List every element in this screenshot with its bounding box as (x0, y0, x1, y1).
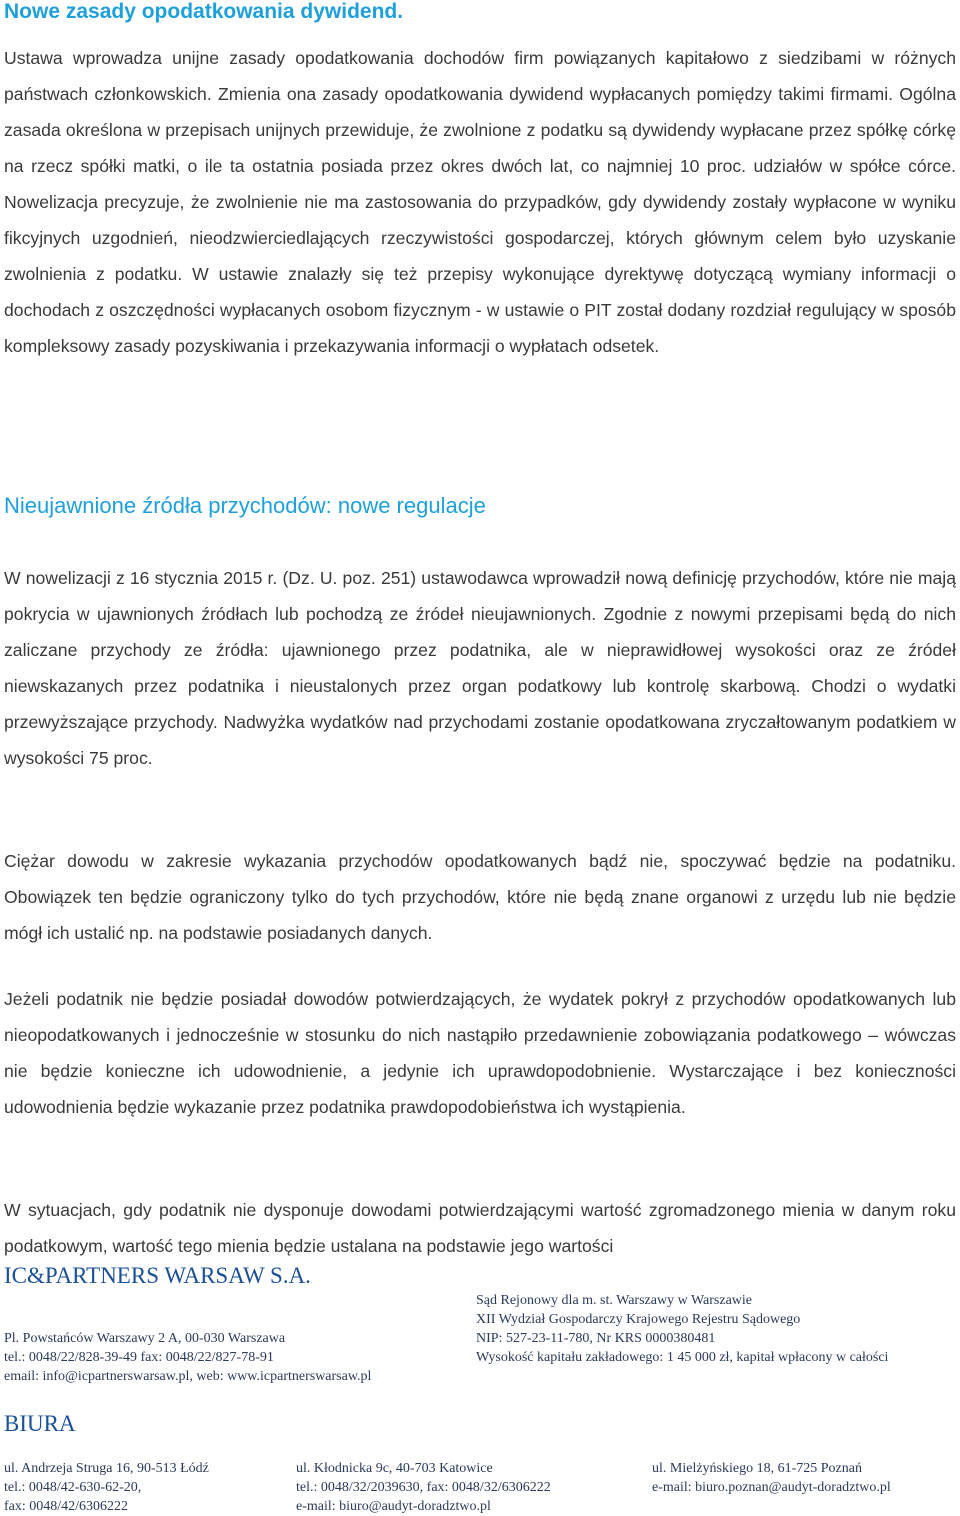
paragraph-burden-of-proof: Ciężar dowodu w zakresie wykazania przychodów opodatkowanych bądź nie, spoczywać będzie na podatniku. Obowiązek ten będzie ograniczony tylko do tych przychodów, które nie będą znane organowi z urzędu lub nie będzie mógł ich ustalić np. na podstawie posiadanych danych. (4, 851, 956, 943)
footer-company-name: IC&PARTNERS WARSAW S.A. (4, 1263, 311, 1288)
section-heading: Nieujawnione źródła przychodów: nowe regulacje (4, 493, 486, 518)
footer-offices-heading: BIURA (4, 1411, 76, 1436)
office-lodz (4, 1459, 294, 1516)
footer-registration (476, 1291, 926, 1367)
office-katowice-phone: tel.: 0048/32/2039630, fax: 0048/32/6306222 (296, 1480, 551, 1495)
paragraph-undisclosed-income: W nowelizacji z 16 stycznia 2015 r. (Dz. U. poz. 251) ustawodawca wprowadził nową definicję przychodów, które nie mają pokrycia w ujawnionych źródłach lub pochodzą ze źródeł nieujawnionych. Zgodnie z nowymi przepisami będą do nich zaliczane przychody ze źródła: ujawnionego przez podatnika, ale w nieprawidłowej wysokości oraz ze źródeł niewskazanych przez podatnika i nieustalonych przez organ podatkowy lub kontrolę skarbową. Chodzi o wydatki przewyższające przychody. Nadwyżka wydatków nad przychodami zostanie opodatkowana zryczałtowanym podatkiem w wysokości 75 proc. (4, 568, 956, 768)
footer-contact (4, 1329, 474, 1386)
paragraph-dividends: Ustawa wprowadza unijne zasady opodatkowania dochodów firm powiązanych kapitałowo z siedzibami w różnych państwach członkowskich. Zmienia ona zasady opodatkowania dywidend wypłacanych pomiędzy takimi firmami. Ogólna zasada określona w przepisach unijnych przewiduje, że zwolnione z podatku są dywidendy wypłacane przez spółkę córkę na rzecz spółki matki, o ile ta ostatnia posiada przez okres dwóch lat, co najmniej 10 proc. udziałów w spółce córce. Nowelizacja precyzuje, że zwolnienie nie ma zastosowania do przypadków, gdy dywidendy zostały wypłacone w wyniku fikcyjnych uzgodnień, nieodzwierciedlających rzeczywistości gospodarczej, których głównym celem było uzyskanie zwolnienia z podatku. W ustawie znalazły się też przepisy wykonujące dyrektywę dotyczącą wymiany informacji o dochodach z oszczędności wypłacanych osobom fizycznym - w ustawie o PIT został dodany rozdział regulujący w sposób kompleksowy zasady pozyskiwania i przekazywania informacji o wypłatach odsetek. (4, 48, 956, 356)
office-katowice-email: e-mail: biuro@audyt-doradztwo.pl (296, 1499, 491, 1514)
footer-email-web: email: info@icpartnerswarsaw.pl, web: www.icpartnerswarsaw.pl (4, 1369, 372, 1384)
paragraph-no-evidence: Jeżeli podatnik nie będzie posiadał dowodów potwierdzających, że wydatek pokrył z przychodów opodatkowanych lub nieopodatkowanych i jednocześnie w stosunku do nich nastąpiło przedawnienie zobowiązania podatkowego – wówczas nie będzie konieczne ich udowodnienie, a jedynie ich uprawdopodobnienie. Wystarczające i bez konieczności udowodnienia będzie wykazanie przez podatnika prawdopodobieństwa ich wystąpienia. (4, 989, 956, 1117)
office-poznan-email: e-mail: biuro.poznan@audyt-doradztwo.pl (652, 1480, 891, 1495)
footer-address: Pl. Powstańców Warszawy 2 A, 00-030 Warszawa (4, 1331, 286, 1346)
footer-court-2: XII Wydział Gospodarczy Krajowego Rejestru Sądowego (476, 1312, 801, 1327)
office-katowice-address: ul. Kłodnicka 9c, 40-703 Katowice (296, 1461, 493, 1476)
footer-court-1: Sąd Rejonowy dla m. st. Warszawy w Warszawie (476, 1293, 753, 1308)
office-poznan (652, 1459, 952, 1497)
paragraph-property-value: W sytuacjach, gdy podatnik nie dysponuje dowodami potwierdzającymi wartość zgromadzonego mienia w danym roku podatkowym, wartość tego mienia będzie ustalana na podstawie jego wartości (4, 1200, 956, 1256)
footer-capital: Wysokość kapitału zakładowego: 1 45 000 zł, kapitał wpłacony w całości (476, 1350, 889, 1365)
article-heading: Nowe zasady opodatkowania dywidend. (4, 0, 404, 23)
office-katowice (296, 1459, 646, 1516)
office-lodz-phone: tel.: 0048/42-630-62-20, (4, 1480, 142, 1495)
footer-phone: tel.: 0048/22/828-39-49 fax: 0048/22/827-78-91 (4, 1350, 274, 1365)
footer-nip-krs: NIP: 527-23-11-780, Nr KRS 0000380481 (476, 1331, 716, 1346)
office-lodz-fax: fax: 0048/42/6306222 (4, 1499, 129, 1514)
office-lodz-address: ul. Andrzeja Struga 16, 90-513 Łódź (4, 1461, 209, 1476)
office-poznan-address: ul. Mielżyńskiego 18, 61-725 Poznań (652, 1461, 862, 1476)
